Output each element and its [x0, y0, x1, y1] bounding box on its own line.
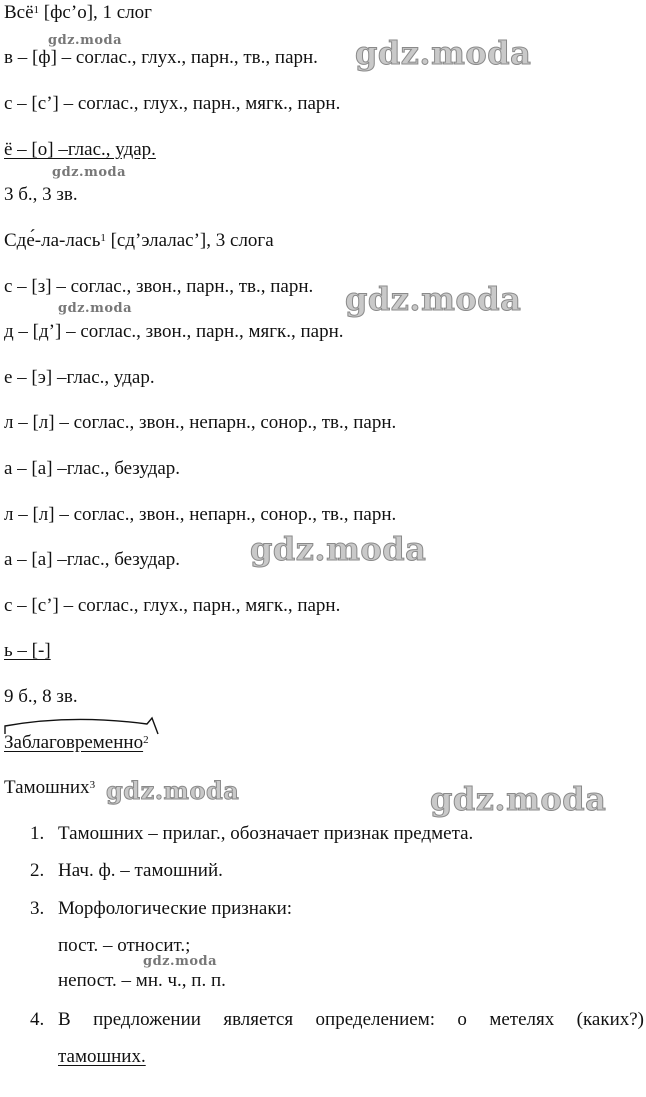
watermark-small-1: gdz.moda: [48, 33, 123, 48]
word2-row-5: а – [а] –глас., безудар.: [4, 458, 181, 479]
word2-row-9: ь – [-]: [4, 640, 51, 661]
item-text-3b: непост. – мн. ч., п. п.: [58, 970, 226, 991]
watermark-big-4: gdz.moda: [430, 780, 607, 818]
word1-row-3: ё – [о] –глас., удар.: [4, 139, 156, 160]
word2-transcription: [сд’элалас’], 3 слога: [110, 230, 274, 251]
word2-row-4: л – [л] – соглас., звон., непарн., сонор., тв., парн.: [4, 412, 397, 433]
item-text-4b: тамошних.: [58, 1046, 146, 1067]
item-text-1: Тамошних – прилаг., обозначает признак предмета.: [58, 823, 474, 844]
word1-row-2: с – [с’] – соглас., глух., парн., мягк., парн.: [4, 93, 341, 114]
item-text-2: Нач. ф. – тамошний.: [58, 860, 223, 881]
word1-heading: [4, 2, 152, 24]
word1-word: Всё: [4, 2, 34, 23]
word2-mark: 1: [100, 232, 106, 244]
watermark-big-2: gdz.moda: [345, 280, 522, 318]
watermark-small-2: gdz.moda: [52, 165, 127, 180]
watermark-big-3: gdz.moda: [250, 530, 427, 568]
item-number-3: 3.: [30, 898, 45, 919]
word4-mark: 3: [89, 779, 96, 791]
item-text-3: Морфологические признаки:: [58, 898, 293, 919]
item-text-3a: пост. – относит.;: [58, 935, 191, 956]
watermark-big-1: gdz.moda: [355, 34, 532, 72]
item-number-1: 1.: [30, 823, 45, 844]
word4-heading: [4, 777, 95, 799]
word2-row-1: с – [з] – соглас., звон., парн., тв., парн.: [4, 276, 314, 297]
word2-row-2: д – [д’] – соглас., звон., парн., мягк., парн.: [4, 321, 344, 342]
word2-heading: [4, 230, 274, 252]
word2-row-6: л – [л] – соглас., звон., непарн., сонор., тв., парн.: [4, 504, 397, 525]
word3-mark: 2: [143, 734, 149, 746]
word3-word: Заблаговременно: [4, 732, 144, 753]
word1-mark: 1: [33, 4, 40, 16]
word2-summary: 9 б., 8 зв.: [4, 686, 78, 707]
word2-row-7: а – [а] –глас., безудар.: [4, 549, 181, 570]
word4-word: Тамошних: [4, 777, 90, 798]
watermark-mid-1: gdz.moda: [106, 776, 240, 805]
word1-row-1: в – [ф] – соглас., глух., парн., тв., парн.: [4, 47, 318, 68]
watermark-small-4: gdz.moda: [143, 954, 218, 969]
item-text-4: В предложении является определением: о метелях (каких?): [58, 1009, 644, 1030]
word2-word: Сде́-ла-лась: [4, 230, 101, 251]
item-number-4: 4.: [30, 1009, 45, 1030]
word1-transcription: [фс’о], 1 слог: [43, 2, 152, 23]
watermark-small-3: gdz.moda: [58, 301, 133, 316]
item-number-2: 2.: [30, 860, 45, 881]
word2-row-3: е – [э] –глас., удар.: [4, 367, 155, 388]
word2-row-8: с – [с’] – соглас., глух., парн., мягк., парн.: [4, 595, 341, 616]
word1-summary: 3 б., 3 зв.: [4, 184, 78, 205]
word3-heading: [4, 732, 149, 754]
